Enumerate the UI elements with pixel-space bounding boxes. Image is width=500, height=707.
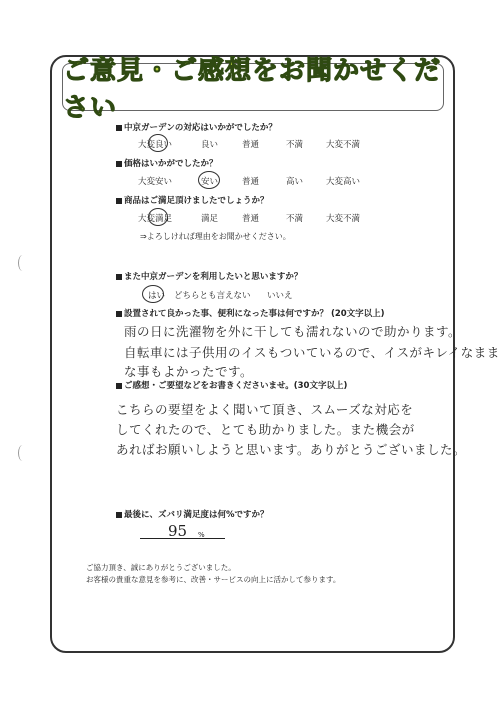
option-dissatisfied[interactable]: 不満 (286, 140, 304, 150)
option-average[interactable]: 普通 (242, 140, 260, 150)
handwritten-answer-line: してくれたので、とても助かりました。また機会が (116, 422, 415, 437)
bullet-square-icon (116, 274, 122, 280)
bullet-square-icon (116, 512, 122, 518)
percent-unit: % (198, 531, 205, 539)
question-label: また中京ガーデンを利用したいと思いますか？ (124, 272, 303, 282)
question-reuse (116, 270, 302, 282)
option-neither[interactable]: どちらとも言えない (174, 291, 251, 301)
handwritten-answer-line: 雨の日に洗濯物を外に干しても濡れないので助かります。 (124, 324, 462, 339)
handwritten-answer-line: な事もよかったです。 (124, 364, 254, 379)
question-product-satisfaction (116, 194, 269, 206)
punch-hole-mark (18, 255, 27, 271)
option-yes[interactable]: はい (148, 291, 166, 301)
bullet-square-icon (116, 125, 122, 131)
selected-mark-circle (198, 171, 220, 189)
title-banner (62, 56, 444, 123)
option-very-satisfied[interactable]: 大変満足 (138, 214, 173, 224)
question-label: 最後に、ズバリ満足度は何%ですか？ (124, 510, 269, 520)
option-very-dissatisfied[interactable]: 大変不満 (326, 140, 361, 150)
page-title: ご意見・ご感想をお聞かせください (63, 56, 442, 123)
score-underline (140, 538, 225, 539)
footer-thanks: ご協力頂き、誠にありがとうございました。 (86, 563, 236, 572)
question-label: ご感想・ご要望などをお書きくださいませ。(30文字以上) (124, 381, 348, 391)
option-average[interactable]: 普通 (242, 214, 260, 224)
selected-mark-circle (148, 208, 168, 226)
question-label: 設置されて良かった事、便利になった事は何ですか？ (20文字以上) (124, 309, 385, 319)
question-label: 価格はいかがでしたか？ (124, 159, 218, 169)
selected-mark-circle (148, 134, 168, 152)
selected-mark-circle (142, 285, 164, 303)
bullet-square-icon (116, 383, 122, 389)
option-average[interactable]: 普通 (242, 177, 260, 187)
bullet-square-icon (116, 198, 122, 204)
handwritten-answer-line: 自転車には子供用のイスもついているので、イスがキレイなまま (124, 345, 500, 360)
question-comments (116, 379, 347, 391)
option-cheap[interactable]: 安い (201, 177, 219, 187)
footer-note: お客様の貴重な意見を参考に、改善・サービスの向上に活かして参ります。 (86, 575, 341, 584)
option-satisfied[interactable]: 満足 (201, 214, 219, 224)
bullet-square-icon (116, 311, 122, 317)
option-very-expensive[interactable]: 大変高い (326, 177, 361, 187)
option-no[interactable]: いいえ (267, 291, 293, 301)
option-very-dissatisfied[interactable]: 大変不満 (326, 214, 361, 224)
option-dissatisfied[interactable]: 不満 (286, 214, 304, 224)
question-label: 商品はご満足頂けましたでしょうか？ (124, 196, 269, 206)
bullet-square-icon (116, 161, 122, 167)
satisfaction-score-value[interactable]: 95 (168, 522, 188, 540)
option-good[interactable]: 良い (201, 140, 219, 150)
option-very-cheap[interactable]: 大変安い (138, 177, 173, 187)
reason-prompt: ⇒よろしければ理由をお聞かせください。 (140, 232, 291, 241)
punch-hole-mark (18, 445, 27, 461)
question-price (116, 157, 218, 169)
option-expensive[interactable]: 高い (286, 177, 304, 187)
question-benefits (116, 307, 385, 319)
handwritten-answer-line: あればお願いしようと思います。ありがとうございました。 (116, 442, 467, 457)
option-very-good[interactable]: 大変良い (138, 140, 173, 150)
question-label: 中京ガーデンの対応はいかがでしたか？ (124, 123, 277, 133)
question-satisfaction-score (116, 508, 269, 520)
handwritten-answer-line: こちらの要望をよく聞いて頂き、スムーズな対応を (116, 402, 414, 417)
question-staff-response (116, 121, 277, 133)
